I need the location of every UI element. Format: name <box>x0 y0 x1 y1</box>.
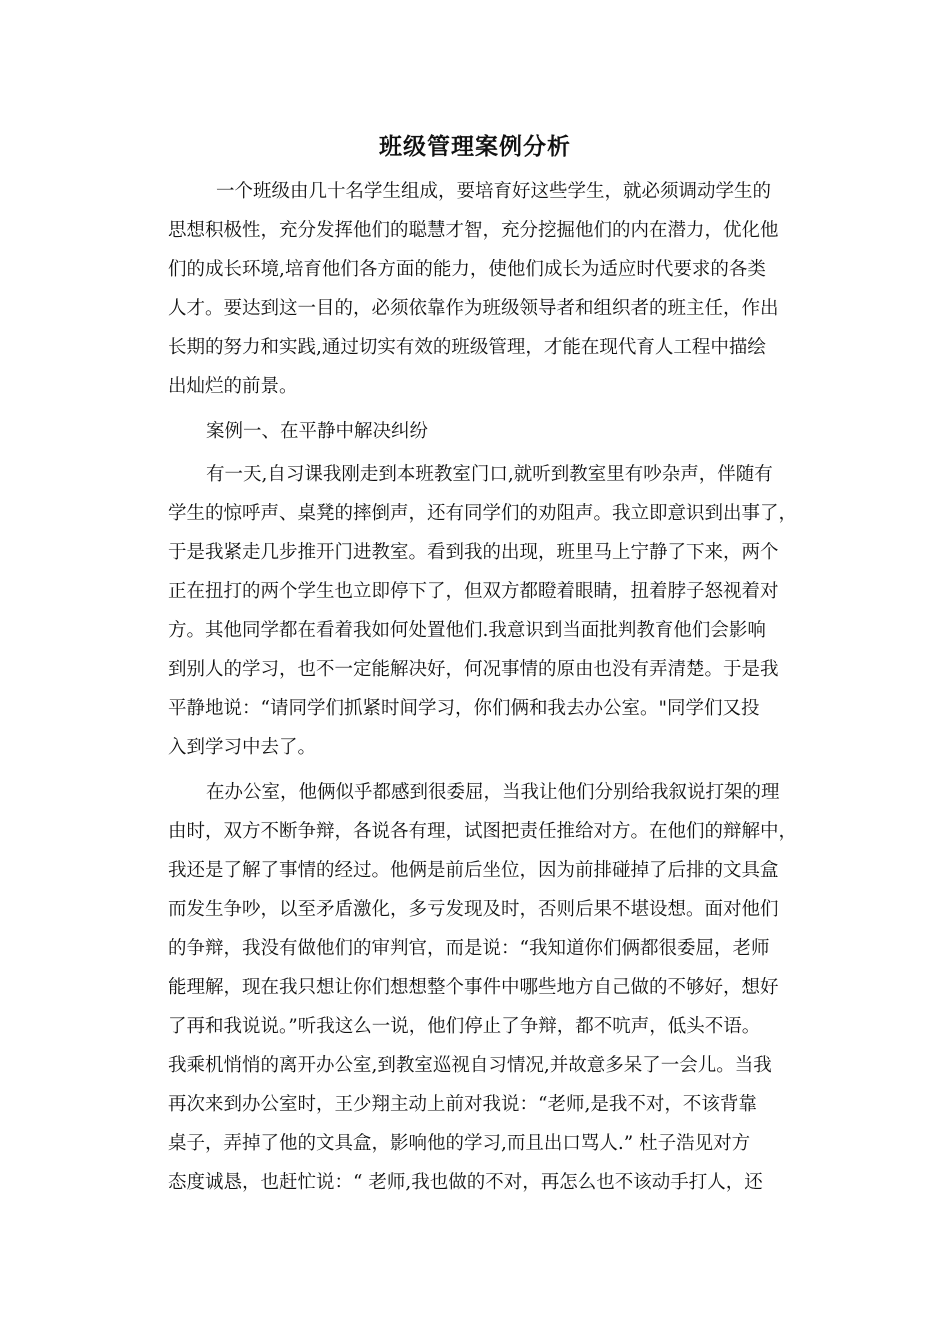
text-line: 由时，双方不断争辩，各说各有理，试图把责任推给对方。在他们的辩解中， <box>168 821 798 842</box>
text-line: 到别人的学习，也不一定能解决好，何况事情的原由也没有弄清楚。于是我 <box>168 659 779 680</box>
text-line: 而发生争吵，以至矛盾激化，多亏发现及时，否则后果不堪设想。面对他们 <box>168 899 779 920</box>
text-line: 思想积极性，充分发挥他们的聪慧才智，充分挖掘他们的内在潜力，优化他 <box>168 220 779 241</box>
text-line: 一个班级由几十名学生组成，要培育好这些学生，就必须调动学生的 <box>216 181 772 202</box>
document-title: 班级管理案例分析 <box>379 133 571 160</box>
text-line: 学生的惊呼声、桌凳的摔倒声，还有同学们的劝阻声。我立即意识到出事了， <box>168 503 798 524</box>
text-line: 态度诚恳，也赶忙说：“ 老师,我也做的不对，再怎么也不该动手打人，还 <box>168 1172 763 1193</box>
text-line: 入到学习中去了。 <box>168 737 317 758</box>
text-line: 平静地说：“请同学们抓紧时间学习，你们俩和我去办公室。"同学们又投 <box>168 698 760 719</box>
text-line: 在办公室，他俩似乎都感到很委屈，当我让他们分别给我叙说打架的理 <box>206 782 780 803</box>
text-line: 方。其他同学都在看着我如何处置他们.我意识到当面批判教育他们会影响 <box>168 620 766 641</box>
text-line: 正在扭打的两个学生也立即停下了，但双方都瞪着眼睛，扭着脖子怒视着对 <box>168 581 779 602</box>
text-line: 长期的努力和实践,通过切实有效的班级管理，才能在现代育人工程中描绘 <box>168 337 766 358</box>
text-line: 案例一、在平静中解决纠纷 <box>206 421 429 442</box>
text-line: 有一天,自习课我刚走到本班教室门口,就听到教室里有吵杂声，伴随有 <box>206 464 773 485</box>
text-line: 再次来到办公室时，王少翔主动上前对我说：“老师,是我不对，不该背靠 <box>168 1094 757 1115</box>
text-line: 于是我紧走几步推开门进教室。看到我的出现，班里马上宁静了下来，两个 <box>168 542 779 563</box>
text-line: 我乘机悄悄的离开办公室,到教室巡视自习情况,并故意多呆了一会儿。当我 <box>168 1055 772 1076</box>
document-body <box>168 172 808 1202</box>
text-line: 能理解，现在我只想让你们想想整个事件中哪些地方自己做的不够好，想好 <box>168 977 779 998</box>
text-line: 出灿烂的前景。 <box>168 376 298 397</box>
text-line: 了再和我说说。”听我这么一说，他们停止了争辩，都不吭声，低头不语。 <box>168 1016 761 1037</box>
text-line: 们的成长环境,培育他们各方面的能力，使他们成长为适应时代要求的各类 <box>168 259 766 280</box>
text-line: 人才。要达到这一目的，必须依靠作为班级领导者和组织者的班主任，作出 <box>168 298 779 319</box>
text-line: 我还是了解了事情的经过。他俩是前后坐位，因为前排碰掉了后排的文具盒 <box>168 860 779 881</box>
text-line: 的争辩，我没有做他们的审判官，而是说：“我知道你们俩都很委屈，老师 <box>168 938 770 959</box>
text-line: 桌子，弄掉了他的文具盒，影响他的学习,而且出口骂人.” 杜子浩见对方 <box>168 1133 751 1154</box>
